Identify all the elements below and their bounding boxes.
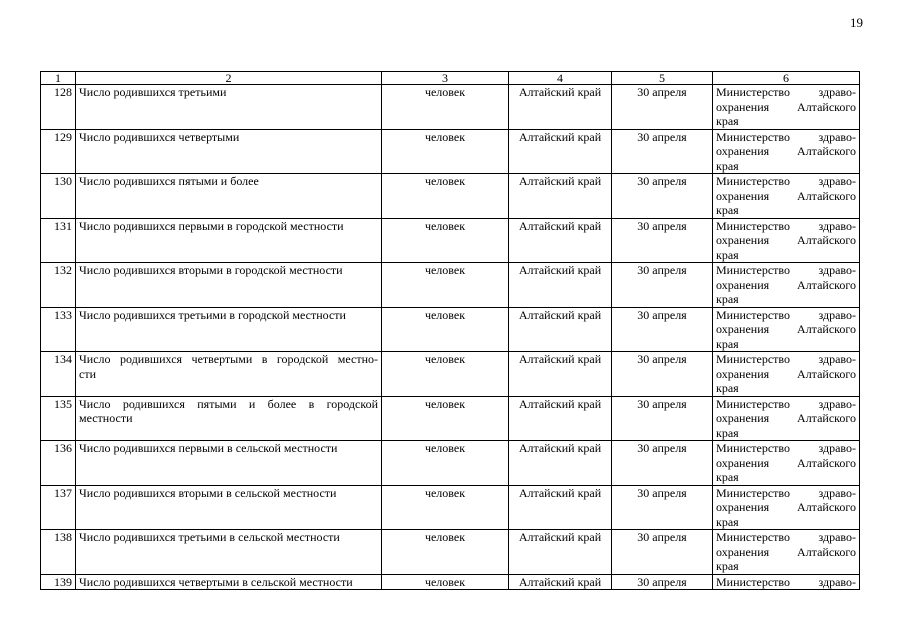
row-number: 130: [41, 174, 76, 219]
table-row: [41, 485, 860, 530]
table-row: [41, 396, 860, 441]
responsible-org-line: края: [716, 381, 739, 395]
table-row: [41, 129, 860, 174]
indicator-name: [76, 174, 382, 219]
indicator-name: [76, 441, 382, 486]
indicator-name-line: Число родившихся вторыми в сельской местности: [79, 485, 337, 500]
region-cell: Алтайский край: [509, 218, 612, 263]
region-cell: Алтайский край: [509, 174, 612, 219]
responsible-org-line: Министерство здраво-: [716, 263, 856, 277]
indicator-name-line: Число родившихся четвертыми в сельской местности: [79, 574, 353, 589]
responsible-org-line: охранения Алтайского: [716, 277, 856, 292]
indicator-name-line: Число родившихся вторыми в городской местности: [79, 263, 343, 277]
indicator-name-line: сти: [79, 366, 96, 381]
header-cell: 3: [382, 72, 509, 85]
deadline-cell: 30 апреля: [612, 396, 713, 441]
responsible-org-line: охранения Алтайского: [716, 500, 856, 514]
responsible-org-line: Министерство здраво-: [716, 85, 856, 99]
responsible-org: [713, 574, 860, 590]
deadline-cell: 30 апреля: [612, 129, 713, 174]
responsible-org: [713, 263, 860, 308]
header-cell: 4: [509, 72, 612, 85]
row-number: 139: [41, 574, 76, 590]
unit-cell: человек: [382, 85, 509, 130]
deadline-cell: 30 апреля: [612, 485, 713, 530]
indicator-name-line: Число родившихся первыми в сельской местности: [79, 441, 338, 455]
header-cell: 6: [713, 72, 860, 85]
indicator-name-line: Число родившихся третьими: [79, 85, 227, 99]
indicator-name-line: Число родившихся четвертыми в городской местно-: [79, 352, 378, 366]
responsible-org-line: охранения Алтайского: [716, 99, 856, 114]
header-cell: 5: [612, 72, 713, 85]
responsible-org-line: Министерство здраво-: [716, 218, 856, 233]
responsible-org-line: Министерство здраво-: [716, 352, 856, 366]
indicator-name: [76, 307, 382, 352]
responsible-org: [713, 485, 860, 530]
unit-cell: человек: [382, 396, 509, 441]
responsible-org: [713, 129, 860, 174]
responsible-org-line: края: [716, 292, 739, 306]
responsible-org-line: охранения Алтайского: [716, 455, 856, 470]
responsible-org-line: края: [716, 336, 739, 351]
indicator-name: [76, 574, 382, 590]
deadline-cell: 30 апреля: [612, 218, 713, 263]
responsible-org-line: Министерство здраво-: [716, 307, 856, 322]
indicator-name-line: Число родившихся четвертыми: [79, 129, 240, 144]
row-number: 136: [41, 441, 76, 486]
indicator-name-line: Число родившихся пятыми и более: [79, 174, 259, 188]
table-row: [41, 307, 860, 352]
row-number: 131: [41, 218, 76, 263]
region-cell: Алтайский край: [509, 352, 612, 397]
unit-cell: человек: [382, 263, 509, 308]
indicator-name: [76, 263, 382, 308]
row-number: 134: [41, 352, 76, 397]
deadline-cell: 30 апреля: [612, 352, 713, 397]
table-row: [41, 441, 860, 486]
responsible-org-line: охранения Алтайского: [716, 411, 856, 425]
deadline-cell: 30 апреля: [612, 263, 713, 308]
page-number: 19: [850, 15, 863, 30]
responsible-org-line: Министерство здраво-: [716, 574, 856, 589]
indicator-name: [76, 352, 382, 397]
deadline-cell: 30 апреля: [612, 530, 713, 575]
responsible-org: [713, 218, 860, 263]
indicator-name: [76, 530, 382, 575]
row-number: 135: [41, 396, 76, 441]
responsible-org: [713, 174, 860, 219]
unit-cell: человек: [382, 441, 509, 486]
table-row: [41, 85, 860, 130]
unit-cell: человек: [382, 218, 509, 263]
responsible-org: [713, 530, 860, 575]
region-cell: Алтайский край: [509, 574, 612, 590]
deadline-cell: 30 апреля: [612, 441, 713, 486]
indicator-table: [40, 71, 860, 590]
region-cell: Алтайский край: [509, 307, 612, 352]
responsible-org-line: края: [716, 247, 739, 262]
region-cell: Алтайский край: [509, 85, 612, 130]
deadline-cell: 30 апреля: [612, 574, 713, 590]
responsible-org: [713, 396, 860, 441]
deadline-cell: 30 апреля: [612, 307, 713, 352]
responsible-org-line: края: [716, 203, 739, 217]
indicator-name-line: местности: [79, 411, 133, 425]
indicator-name: [76, 218, 382, 263]
header-cell: 2: [76, 72, 382, 85]
indicator-name: [76, 85, 382, 130]
indicator-name-line: Число родившихся третьими в городской местности: [79, 307, 346, 322]
table-row: [41, 174, 860, 219]
row-number: 137: [41, 485, 76, 530]
unit-cell: человек: [382, 174, 509, 219]
region-cell: Алтайский край: [509, 530, 612, 575]
responsible-org-line: края: [716, 114, 739, 128]
indicator-name: [76, 396, 382, 441]
region-cell: Алтайский край: [509, 485, 612, 530]
table-row: [41, 574, 860, 590]
unit-cell: человек: [382, 485, 509, 530]
responsible-org-line: Министерство здраво-: [716, 530, 856, 544]
responsible-org-line: Министерство здраво-: [716, 485, 856, 500]
responsible-org-line: Министерство здраво-: [716, 441, 856, 455]
responsible-org-line: края: [716, 514, 739, 529]
responsible-org-line: края: [716, 470, 739, 484]
row-number: 138: [41, 530, 76, 575]
responsible-org: [713, 85, 860, 130]
table-row: [41, 352, 860, 397]
responsible-org-line: охранения Алтайского: [716, 544, 856, 559]
table-row: [41, 263, 860, 308]
responsible-org-line: охранения Алтайского: [716, 188, 856, 203]
responsible-org-line: Министерство здраво-: [716, 174, 856, 188]
responsible-org: [713, 352, 860, 397]
table-row: [41, 218, 860, 263]
header-cell: 1: [41, 72, 76, 85]
region-cell: Алтайский край: [509, 441, 612, 486]
indicator-name-line: Число родившихся первыми в городской местности: [79, 218, 344, 233]
responsible-org-line: Министерство здраво-: [716, 129, 856, 144]
responsible-org-line: Министерство здраво-: [716, 396, 856, 411]
row-number: 132: [41, 263, 76, 308]
unit-cell: человек: [382, 530, 509, 575]
responsible-org: [713, 441, 860, 486]
responsible-org-line: охранения Алтайского: [716, 144, 856, 158]
responsible-org-line: края: [716, 559, 739, 573]
responsible-org-line: охранения Алтайского: [716, 366, 856, 381]
unit-cell: человек: [382, 352, 509, 397]
unit-cell: человек: [382, 129, 509, 174]
row-number: 128: [41, 85, 76, 130]
deadline-cell: 30 апреля: [612, 174, 713, 219]
row-number: 133: [41, 307, 76, 352]
indicator-name: [76, 485, 382, 530]
responsible-org-line: охранения Алтайского: [716, 322, 856, 336]
region-cell: Алтайский край: [509, 263, 612, 308]
responsible-org-line: края: [716, 425, 739, 440]
region-cell: Алтайский край: [509, 396, 612, 441]
indicator-name-line: Число родившихся пятыми и более в городской: [79, 396, 378, 411]
unit-cell: человек: [382, 307, 509, 352]
responsible-org-line: края: [716, 158, 739, 173]
unit-cell: человек: [382, 574, 509, 590]
header-row: [41, 72, 860, 85]
region-cell: Алтайский край: [509, 129, 612, 174]
table-row: [41, 530, 860, 575]
row-number: 129: [41, 129, 76, 174]
indicator-name-line: Число родившихся третьими в сельской местности: [79, 530, 340, 544]
responsible-org-line: охранения Алтайского: [716, 233, 856, 247]
responsible-org: [713, 307, 860, 352]
deadline-cell: 30 апреля: [612, 85, 713, 130]
indicator-name: [76, 129, 382, 174]
